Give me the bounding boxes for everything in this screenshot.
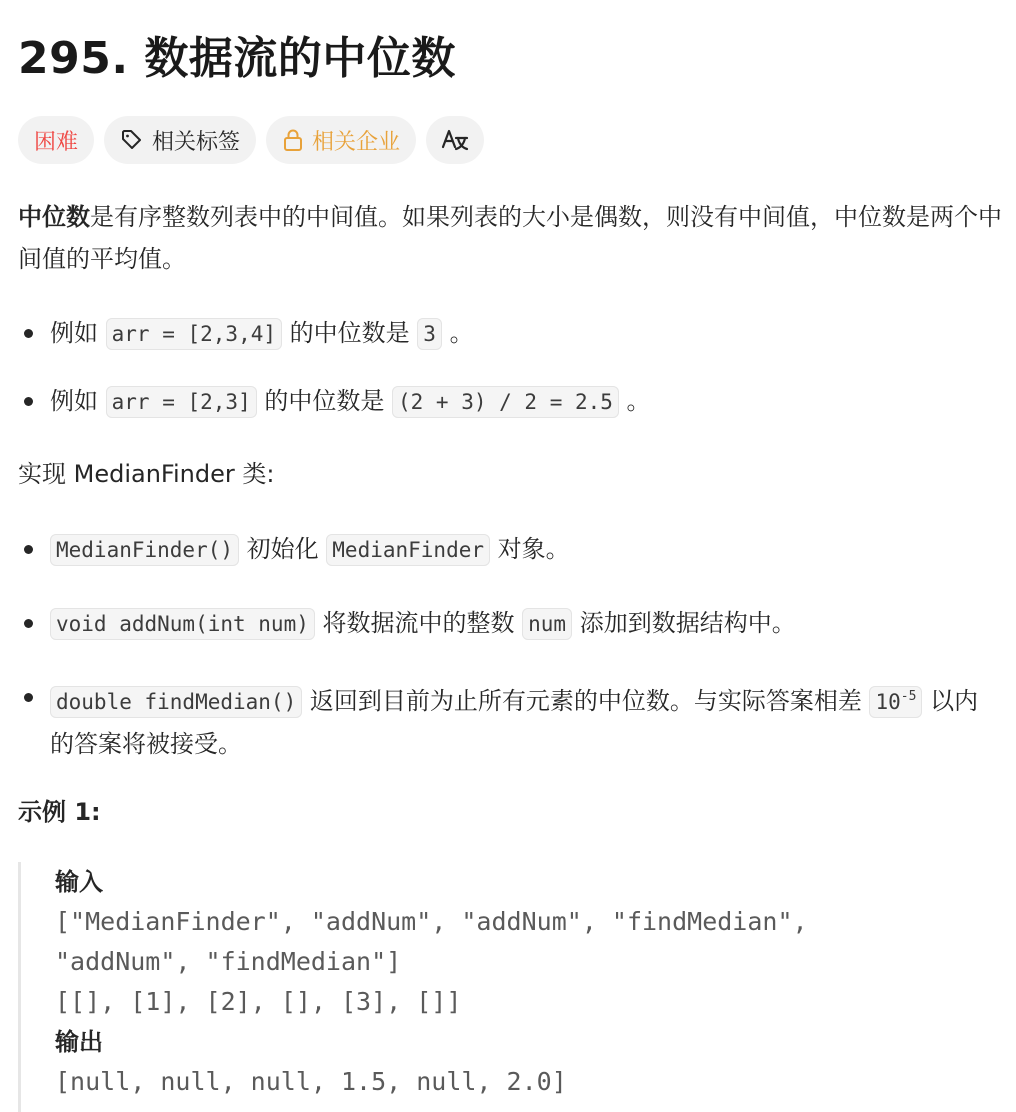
list-item [18,312,1003,355]
related-companies-label: 相关企业 [312,129,401,155]
bullet-dot [24,693,33,702]
input-line: "addNum", "findMedian"] [55,947,402,976]
example-prefix: 例如 [50,319,106,347]
example-middle: 的中位数是 [256,387,392,415]
bullet-dot [24,329,33,338]
lock-icon [282,128,304,152]
list-item [18,380,1003,423]
input-line: [[], [1], [2], [], [3], []] [55,987,462,1016]
input-label: 输入 [55,868,103,896]
related-tags-button[interactable] [104,116,256,164]
inline-code: arr = [2,3] [106,386,257,418]
example-prefix: 例如 [50,387,106,415]
inline-code: num [522,608,572,640]
inline-code: MedianFinder [326,534,490,566]
bullet-dot [24,545,33,554]
inline-code [869,686,922,718]
translate-button[interactable] [426,116,484,164]
bullet-dot [24,397,33,406]
example-heading: 示例 1: [18,798,101,826]
bullet-dot [24,619,33,628]
median-term: 中位数 [18,203,90,231]
input-line: ["MedianFinder", "addNum", "addNum", "findMedian", [55,907,808,936]
tolerance-exponent: -5 [900,689,917,704]
method-text: 返回到目前为止所有元素的中位数。与实际答案相差 [302,687,870,715]
output-label: 输出 [55,1028,103,1056]
related-tags-label: 相关标签 [152,129,241,155]
inline-code: double findMedian() [50,686,302,718]
tolerance-base: 10 [875,690,901,714]
list-item [18,602,1003,645]
inline-code: (2 + 3) / 2 = 2.5 [392,386,619,418]
translate-icon [440,127,470,153]
intro-text: 是有序整数列表中的中间值。如果列表的大小是偶数，则没有中间值，中位数是两个中间值的平均值。 [18,203,1002,273]
list-item [18,676,993,765]
example-block [18,862,1003,1112]
implement-heading: 实现 MedianFinder 类: [18,460,275,488]
related-companies-button[interactable] [266,116,416,164]
page-title: 295. 数据流的中位数 [18,33,456,84]
example-suffix: 。 [618,387,651,415]
method-text: 将数据流中的整数 [314,609,523,637]
difficulty-badge[interactable] [18,116,94,164]
example-middle: 的中位数是 [282,319,418,347]
inline-code: arr = [2,3,4] [106,318,282,350]
output-line: [null, null, null, 1.5, null, 2.0] [55,1067,567,1096]
inline-code: MedianFinder() [50,534,239,566]
inline-code: 3 [417,318,442,350]
intro-paragraph [18,196,1003,280]
difficulty-label: 困难 [34,129,79,155]
method-text: 初始化 [239,535,327,563]
method-text: 添加到数据结构中。 [572,609,796,637]
list-item [18,528,1003,571]
method-text: 以内的答案将被接受。 [50,687,979,758]
example-suffix: 。 [441,319,474,347]
inline-code: void addNum(int num) [50,608,315,640]
method-text: 对象。 [490,535,570,563]
tag-icon [120,128,144,152]
tag-bar [18,116,484,164]
